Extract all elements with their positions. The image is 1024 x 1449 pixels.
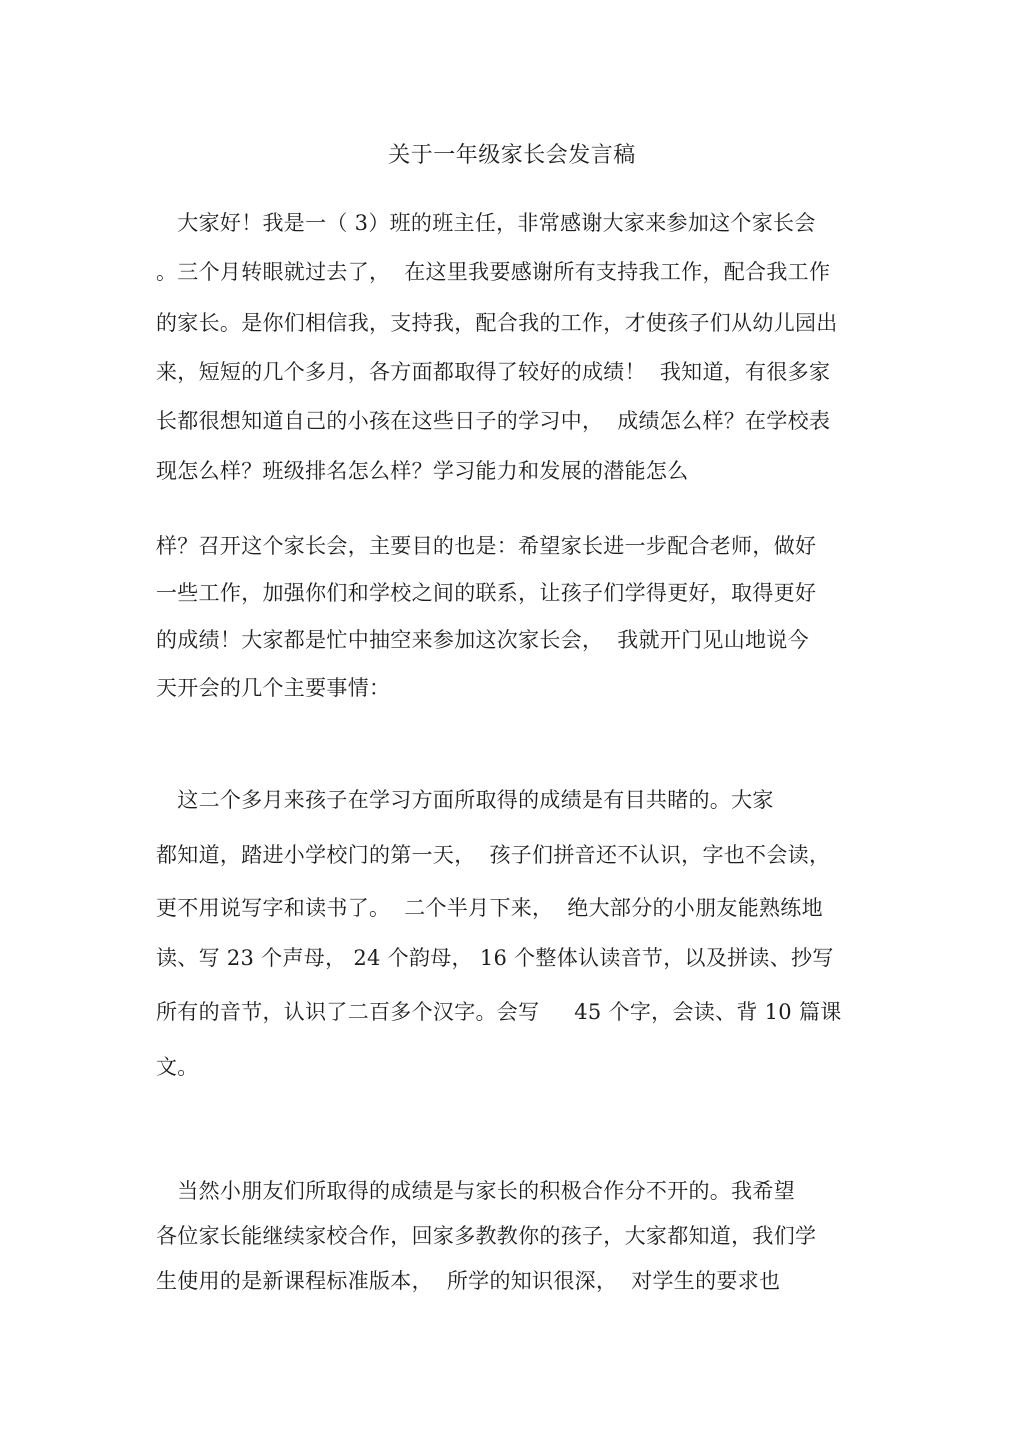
paragraph-3-line-3: 更不用说写字和读书了。 二个半月下来， 绝大部分的小朋友能熟练地 xyxy=(156,896,823,920)
paragraph-2-line-2: 一些工作，加强你们和学校之间的联系，让孩子们学得更好，取得更好 xyxy=(156,581,817,605)
paragraph-2-line-4: 天开会的几个主要事情： xyxy=(156,676,391,700)
paragraph-3-line-5: 所有的音节，认识了二百多个汉字。会写 45 个字，会读、背 10 篇课 xyxy=(156,1000,842,1024)
paragraph-4-line-3: 生使用的是新课程标准版本， 所学的知识很深， 对学生的要求也 xyxy=(156,1269,781,1293)
paragraph-1-line-4: 来，短短的几个多月，各方面都取得了较好的成绩！ 我知道，有很多家 xyxy=(156,360,831,384)
paragraph-3-line-6: 文。 xyxy=(156,1055,199,1079)
paragraph-1-line-6: 现怎么样？班级排名怎么样？学习能力和发展的潜能怎么 xyxy=(156,459,689,483)
paragraph-1-line-1: 大家好！我是一（ 3）班的班主任，非常感谢大家来参加这个家长会 xyxy=(156,211,816,235)
paragraph-1-line-2: 。三个月转眼就过去了， 在这里我要感谢所有支持我工作，配合我工作 xyxy=(156,260,831,284)
paragraph-3-line-1: 这二个多月来孩子在学习方面所取得的成绩是有目共睹的。大家 xyxy=(156,788,774,812)
paragraph-1-line-5: 长都很想知道自己的小孩在这些日子的学习中， 成绩怎么样？在学校表 xyxy=(156,409,831,433)
paragraph-2-line-1: 样？召开这个家长会，主要目的也是：希望家长进一步配合老师，做好 xyxy=(156,534,817,558)
paragraph-4-line-2: 各位家长能继续家校合作，回家多教教你的孩子，大家都知道，我们学 xyxy=(156,1224,817,1248)
paragraph-3-line-4: 读、写 23 个声母， 24 个韵母， 16 个整体认读音节，以及拼读、抄写 xyxy=(156,946,834,970)
paragraph-1-line-3: 的家长。是你们相信我，支持我，配合我的工作，才使孩子们从幼儿园出 xyxy=(156,311,838,335)
paragraph-4-line-1: 当然小朋友们所取得的成绩是与家长的积极合作分不开的。我希望 xyxy=(156,1179,795,1203)
document-title: 关于一年级家长会发言稿 xyxy=(388,143,636,168)
paragraph-2-line-3: 的成绩！大家都是忙中抽空来参加这次家长会， 我就开门见山地说今 xyxy=(156,628,809,652)
paragraph-3-line-2: 都知道，踏进小学校门的第一天， 孩子们拼音还不认识，字也不会读， xyxy=(156,843,831,867)
